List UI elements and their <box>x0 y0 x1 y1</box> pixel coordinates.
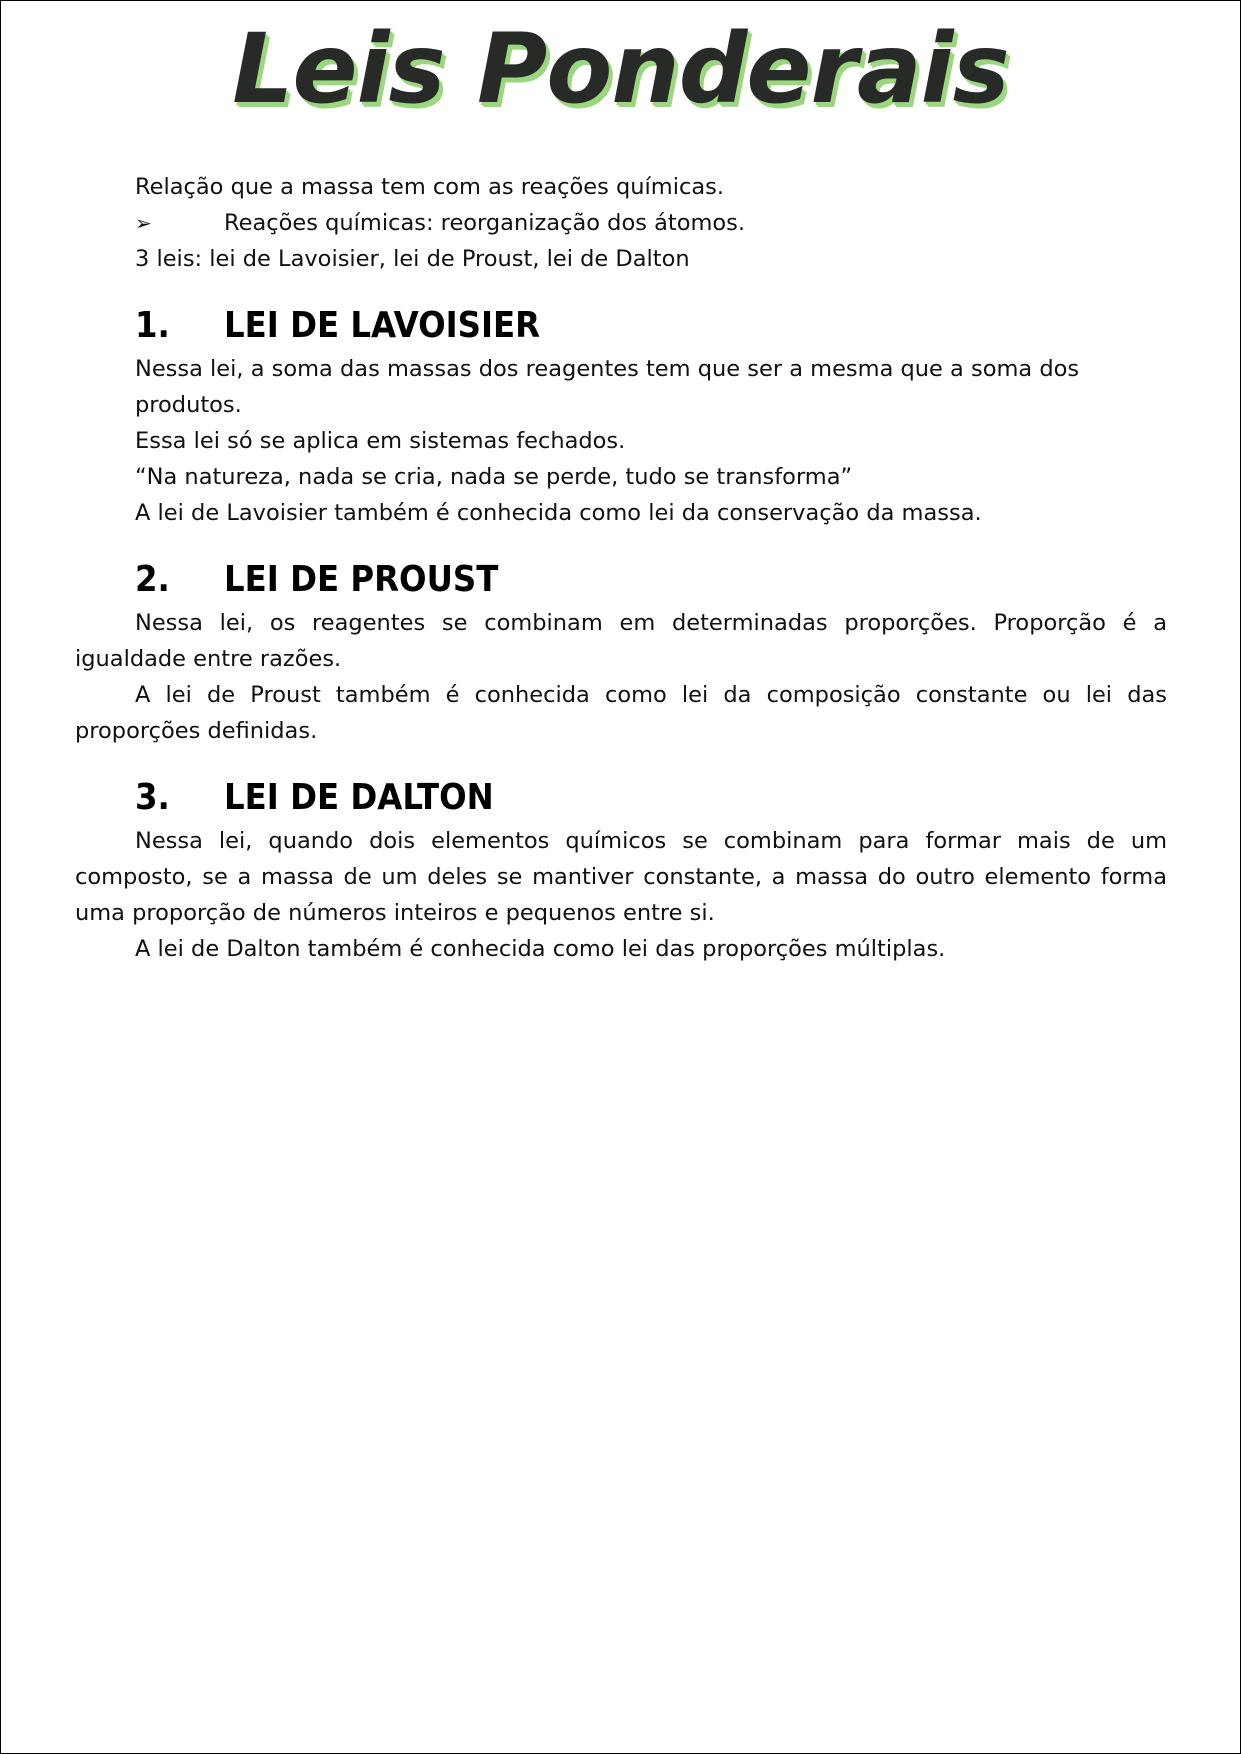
section-title: LEI DE PROUST <box>224 559 499 600</box>
paragraph: A lei de Lavoisier também é conhecida como lei da conservação da massa. <box>135 500 982 526</box>
section-number: 3. <box>135 777 170 818</box>
section-heading-dalton <box>75 773 1167 823</box>
paragraph: Essa lei só se aplica em sistemas fechados. <box>135 428 626 454</box>
intro-line-1: Relação que a massa tem com as reações químicas. <box>135 174 724 200</box>
spacer <box>75 749 1167 773</box>
paragraph: Nessa lei, a soma das massas dos reagentes tem que ser a mesma que a soma dos produtos. <box>135 356 1080 418</box>
section-number: 2. <box>135 559 170 600</box>
paragraph: Nessa lei, quando dois elementos químicos se combinam para formar mais de um composto, se a massa de um deles se mantiver constante, a massa do outro elemento forma uma proporção de números inteiros e pequenos entre si. <box>75 828 1167 926</box>
arrow-bullet-icon: ➢ <box>135 211 152 235</box>
section-title: LEI DE DALTON <box>224 777 494 818</box>
paragraph: Nessa lei, os reagentes se combinam em determinadas proporções. Proporção é a igualdade entre razões. <box>75 610 1167 672</box>
spacer <box>75 531 1167 555</box>
title-banner <box>1 1 1240 141</box>
intro-bullet-text: Reações químicas: reorganização dos átomos. <box>224 210 746 236</box>
page-title: Leis Ponderais <box>232 13 1009 125</box>
section-number: 1. <box>135 305 170 346</box>
spacer <box>75 277 1167 301</box>
paragraph: A lei de Proust também é conhecida como lei da composição constante ou lei das proporções definidas. <box>75 682 1167 744</box>
section-title: LEI DE LAVOISIER <box>224 305 541 346</box>
paragraph: A lei de Dalton também é conhecida como lei das proporções múltiplas. <box>135 936 946 962</box>
section-heading-proust <box>75 555 1167 605</box>
document-body <box>75 169 1167 967</box>
quote-paragraph: “Na natureza, nada se cria, nada se perde, tudo se transforma” <box>135 464 853 490</box>
intro-bullet <box>75 205 1167 241</box>
intro-line-3: 3 leis: lei de Lavoisier, lei de Proust, lei de Dalton <box>135 246 690 272</box>
section-heading-lavoisier <box>75 301 1167 351</box>
